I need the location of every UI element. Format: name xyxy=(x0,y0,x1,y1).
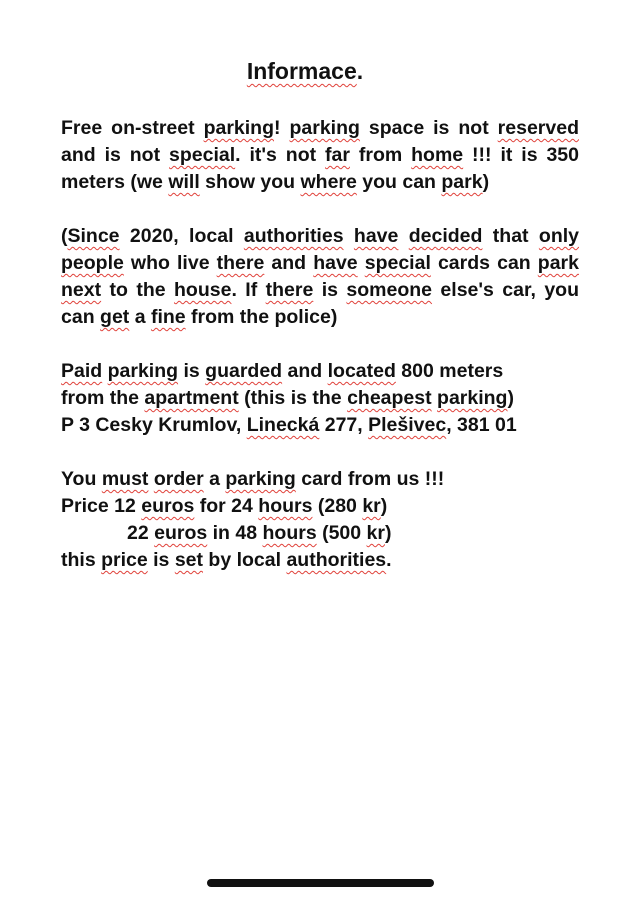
text-run: 2020, local xyxy=(119,225,244,247)
page-title xyxy=(61,58,579,85)
spellcheck-word: parking xyxy=(203,117,274,139)
text-run: ! xyxy=(274,117,290,139)
text-run: is xyxy=(313,279,347,301)
text-run xyxy=(398,225,408,247)
text-run: Free on-street xyxy=(61,117,204,139)
text-run: is xyxy=(147,549,175,571)
spellcheck-word: park xyxy=(537,252,579,274)
spellcheck-word: will xyxy=(168,171,200,193)
spellcheck-word: parking xyxy=(437,387,508,409)
spellcheck-word: only xyxy=(538,225,579,247)
text-run: and is not xyxy=(61,144,169,166)
paragraph-residents-rule xyxy=(61,223,579,331)
spellcheck-word: special xyxy=(169,144,236,166)
spellcheck-word: order xyxy=(153,468,204,490)
text-run: (this is the xyxy=(238,387,348,409)
text-run: you can xyxy=(356,171,442,193)
text-run: . it's not xyxy=(235,144,326,166)
spellcheck-word: euros xyxy=(141,495,195,517)
paid-line xyxy=(61,358,579,385)
text-run: cards can xyxy=(430,252,538,274)
order-line xyxy=(61,466,579,493)
text-run: a xyxy=(203,468,226,490)
spellcheck-word: there xyxy=(265,279,314,301)
spellcheck-word: parking xyxy=(225,468,296,490)
text-run: ) xyxy=(384,522,392,544)
text-run xyxy=(358,252,365,274)
note-body xyxy=(61,58,579,601)
text-run: 277, xyxy=(319,414,369,436)
paragraph-paid-parking xyxy=(61,358,579,439)
text-run xyxy=(344,225,354,247)
text-run: 22 xyxy=(127,522,155,544)
spellcheck-word: next xyxy=(61,279,102,301)
spellcheck-word: Paid xyxy=(61,360,103,382)
spellcheck-word: decided xyxy=(408,225,483,247)
spellcheck-word: get xyxy=(100,306,130,328)
spellcheck-word: parking xyxy=(107,360,179,382)
spellcheck-word: reserved xyxy=(497,117,579,139)
text-run: from the xyxy=(61,387,145,409)
spellcheck-word: cheapest xyxy=(347,387,432,409)
text-run: in 48 xyxy=(207,522,263,544)
spellcheck-word: parking xyxy=(289,117,360,139)
title-word: Informace xyxy=(246,58,357,84)
spellcheck-word: price xyxy=(101,549,148,571)
spellcheck-word: home xyxy=(411,144,464,166)
paragraph-parking-card xyxy=(61,466,579,574)
spellcheck-word: hours xyxy=(262,522,317,544)
text-run: . If xyxy=(231,279,266,301)
text-run: , 381 01 xyxy=(446,414,517,436)
spellcheck-word: authorities xyxy=(243,225,344,247)
text-run: . xyxy=(386,549,392,571)
text-run: for 24 xyxy=(194,495,259,517)
paid-line xyxy=(61,385,579,412)
spellcheck-word: Linecká xyxy=(246,414,320,436)
text-run: (280 xyxy=(312,495,363,517)
spellcheck-word: someone xyxy=(346,279,433,301)
text-run: from xyxy=(349,144,412,166)
text-run: this xyxy=(61,549,102,571)
text-run: else's car, you can xyxy=(61,279,579,328)
text-run: Price 12 xyxy=(61,495,142,517)
text-run: ) xyxy=(380,495,388,517)
spellcheck-word: kr xyxy=(366,522,385,544)
spellcheck-word: must xyxy=(101,468,149,490)
text-run: that xyxy=(482,225,539,247)
text-run: a xyxy=(129,306,151,328)
spellcheck-word: authorities xyxy=(286,549,387,571)
spellcheck-word: guarded xyxy=(205,360,283,382)
text-run: is xyxy=(178,360,206,382)
spellcheck-word: there xyxy=(216,252,265,274)
spellcheck-word: have xyxy=(313,252,358,274)
spellcheck-word: special xyxy=(364,252,431,274)
text-run: and xyxy=(282,360,328,382)
text-run: from the police) xyxy=(185,306,338,328)
spellcheck-word: park xyxy=(441,171,483,193)
text-run: P 3 Cesky Krumlov, xyxy=(61,414,247,436)
text-run: and xyxy=(264,252,314,274)
address-line xyxy=(61,412,579,439)
text-run: card from us !!! xyxy=(295,468,445,490)
spellcheck-word: apartment xyxy=(144,387,239,409)
text-run: ) xyxy=(482,171,490,193)
text-run: ) xyxy=(507,387,514,409)
spellcheck-word: have xyxy=(353,225,399,247)
spellcheck-word: fine xyxy=(150,306,186,328)
text-run: 800 meters xyxy=(395,360,504,382)
text-run: space is not xyxy=(359,117,498,139)
home-indicator[interactable] xyxy=(207,879,434,887)
title-period: . xyxy=(356,58,364,84)
text-run: show you xyxy=(199,171,301,193)
text-run: You xyxy=(61,468,102,490)
text-run: (500 xyxy=(316,522,367,544)
spellcheck-word: Since xyxy=(67,225,120,247)
text-run: to the xyxy=(101,279,175,301)
spellcheck-word: Plešivec xyxy=(368,414,447,436)
price-line-24h xyxy=(61,493,579,520)
text-run: !!! it is 350 meters (we xyxy=(61,144,579,193)
spellcheck-word: kr xyxy=(362,495,381,517)
spellcheck-word: euros xyxy=(154,522,208,544)
text-run: by local xyxy=(203,549,287,571)
spellcheck-word: where xyxy=(300,171,357,193)
spellcheck-word: located xyxy=(327,360,396,382)
paragraph-free-parking xyxy=(61,115,579,196)
text-run: ( xyxy=(61,225,68,247)
price-line-48h xyxy=(61,520,579,547)
spellcheck-word: hours xyxy=(258,495,313,517)
spellcheck-word: house xyxy=(174,279,232,301)
spellcheck-word: people xyxy=(61,252,124,274)
spellcheck-word: set xyxy=(174,549,203,571)
price-note-line xyxy=(61,547,579,574)
text-run: who live xyxy=(123,252,217,274)
spellcheck-word: far xyxy=(325,144,350,166)
